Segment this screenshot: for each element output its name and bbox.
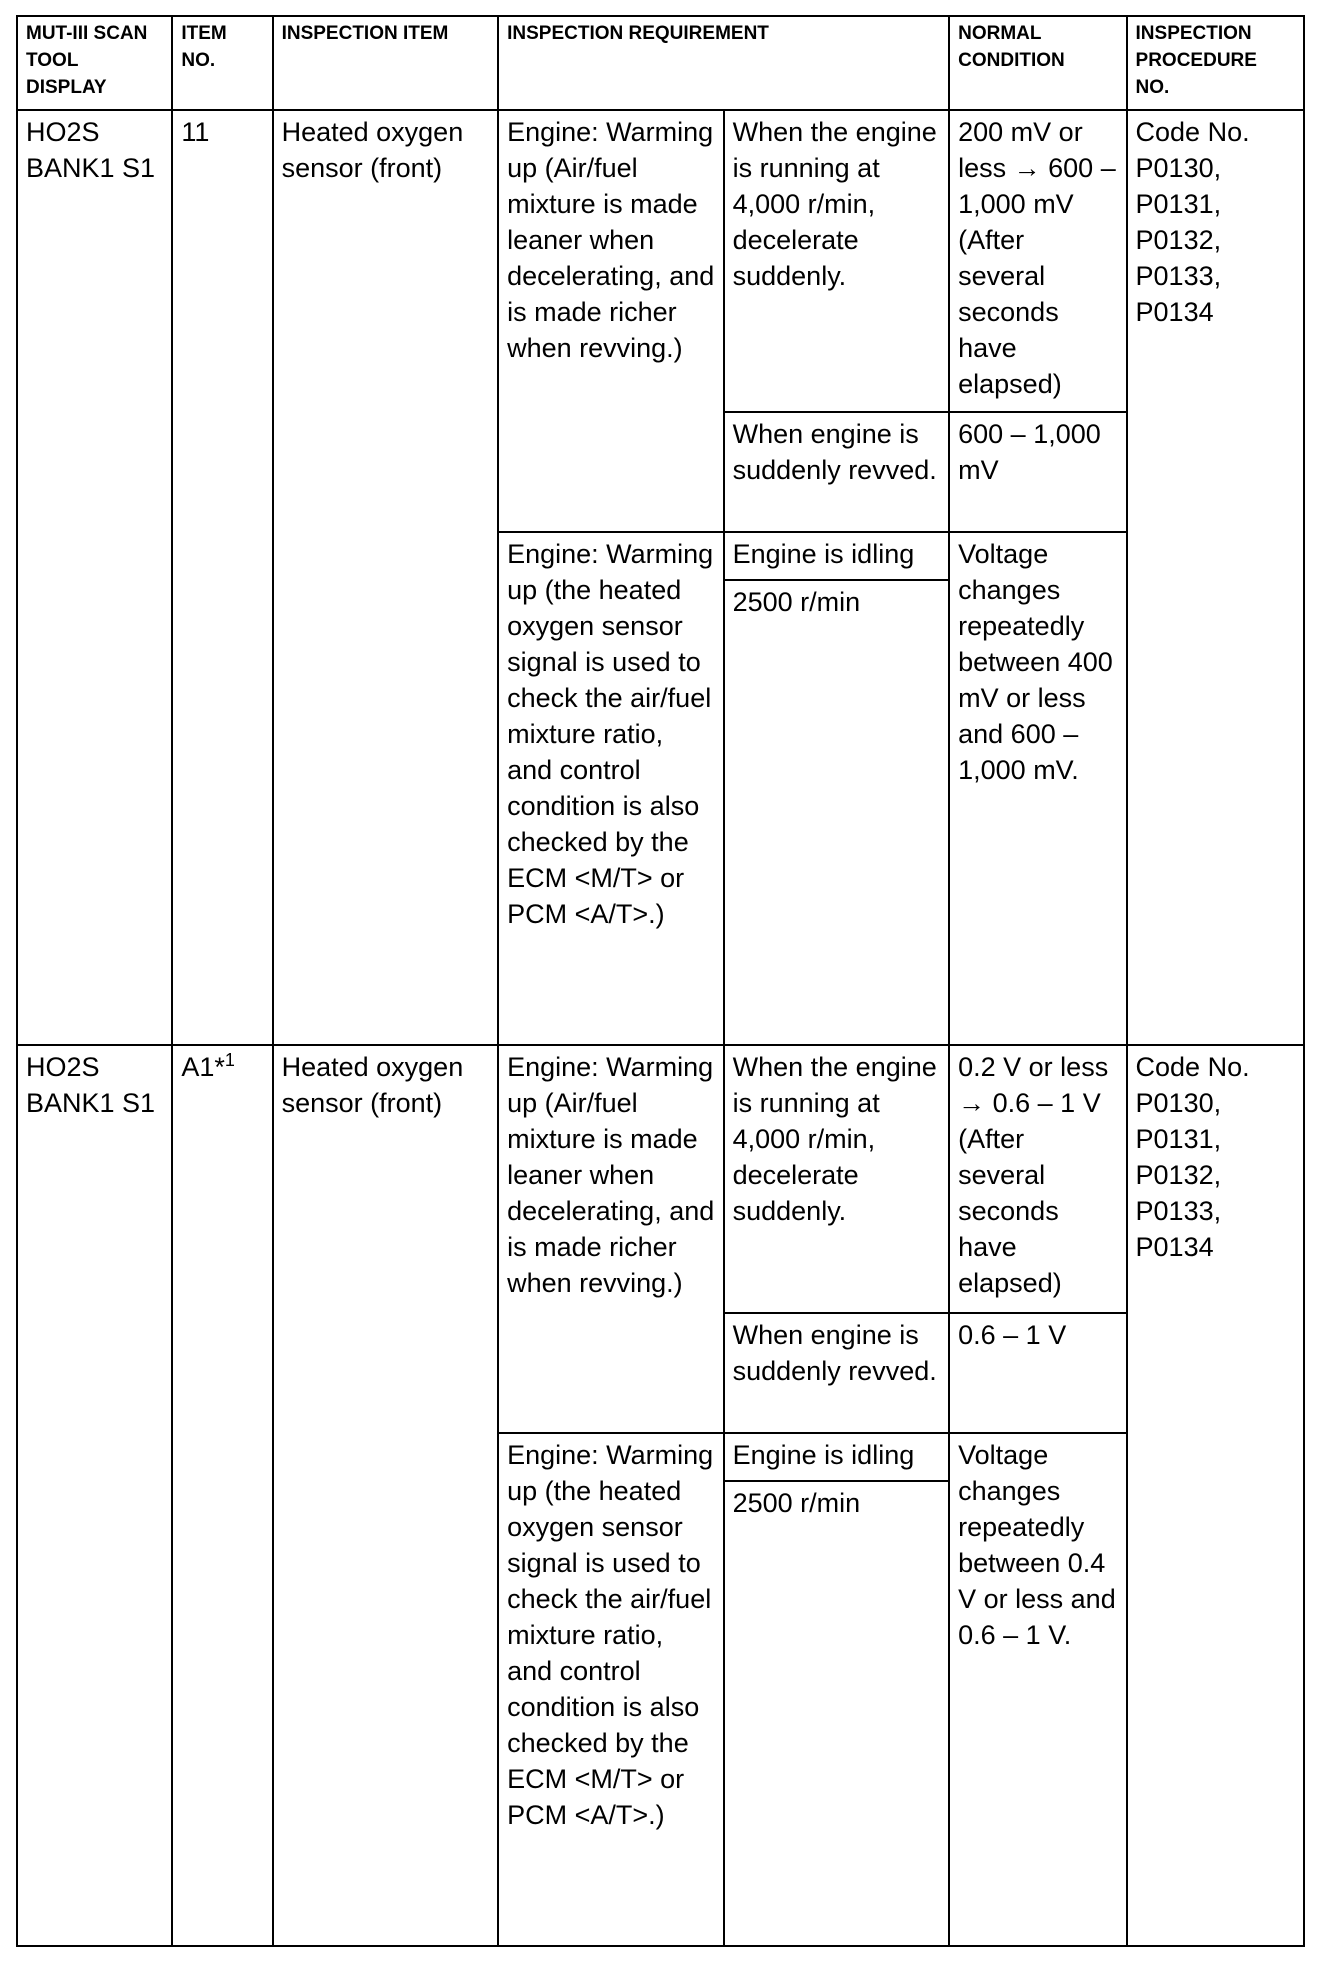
header-normal-condition: NORMAL CONDITION	[949, 16, 1126, 110]
requirement-cell: Engine: Warming up (Air/fuel mixture is made leaner when decelerating, and is made richer when revving.)	[498, 1045, 724, 1433]
item-no-cell	[172, 1045, 272, 1946]
item-no: A1*	[181, 1052, 225, 1082]
header-procedure-no: INSPECTION PROCEDURE NO.	[1127, 16, 1304, 110]
procedure-cell: Code No. P0130, P0131, P0132, P0133, P0134	[1127, 1045, 1304, 1946]
normal-condition-cell: Voltage changes repeatedly between 400 mV or less and 600 – 1,000 mV.	[949, 532, 1126, 1045]
condition-cell: 2500 r/min	[724, 580, 950, 1045]
condition-cell: When engine is suddenly revved.	[724, 1313, 950, 1433]
condition-cell: 2500 r/min	[724, 1481, 950, 1946]
inspection-item-cell: Heated oxygen sensor (front)	[273, 1045, 499, 1946]
normal-condition-cell: 0.6 – 1 V	[949, 1313, 1126, 1433]
display-cell: HO2S BANK1 S1	[17, 1045, 172, 1946]
procedure-cell: Code No. P0130, P0131, P0132, P0133, P0134	[1127, 110, 1304, 1045]
inspection-item-cell: Heated oxygen sensor (front)	[273, 110, 499, 1045]
item-no: 11	[181, 117, 210, 147]
table-row	[17, 110, 1304, 412]
header-inspection-requirement: INSPECTION REQUIREMENT	[498, 16, 949, 110]
header-row	[17, 16, 1304, 110]
requirement-cell: Engine: Warming up (Air/fuel mixture is made leaner when decelerating, and is made richer when revving.)	[498, 110, 724, 532]
condition-cell: When engine is suddenly revved.	[724, 412, 950, 532]
header-inspection-item: INSPECTION ITEM	[273, 16, 499, 110]
item-no-sup: 1	[224, 1050, 235, 1070]
condition-cell: Engine is idling	[724, 532, 950, 580]
condition-cell: When the engine is running at 4,000 r/min, decelerate suddenly.	[724, 110, 950, 412]
item-no-cell	[172, 110, 272, 1045]
normal-condition-cell: 600 – 1,000 mV	[949, 412, 1126, 532]
inspection-table	[16, 15, 1305, 1947]
requirement-cell: Engine: Warming up (the heated oxygen sensor signal is used to check the air/fuel mixture ratio, and control condition is also checked by the ECM <M/T> or PCM <A/T>.)	[498, 532, 724, 1045]
condition-cell: Engine is idling	[724, 1433, 950, 1481]
requirement-cell: Engine: Warming up (the heated oxygen sensor signal is used to check the air/fuel mixture ratio, and control condition is also checked by the ECM <M/T> or PCM <A/T>.)	[498, 1433, 724, 1946]
normal-condition-cell: 200 mV or less → 600 – 1,000 mV (After several seconds have elapsed)	[949, 110, 1126, 412]
header-display: MUT-III SCAN TOOL DISPLAY	[17, 16, 172, 110]
condition-cell: When the engine is running at 4,000 r/min, decelerate suddenly.	[724, 1045, 950, 1313]
normal-condition-cell: 0.2 V or less → 0.6 – 1 V (After several seconds have elapsed)	[949, 1045, 1126, 1313]
header-item-no: ITEM NO.	[172, 16, 272, 110]
table-row	[17, 1045, 1304, 1313]
normal-condition-cell: Voltage changes repeatedly between 0.4 V or less and 0.6 – 1 V.	[949, 1433, 1126, 1946]
display-cell: HO2S BANK1 S1	[17, 110, 172, 1045]
